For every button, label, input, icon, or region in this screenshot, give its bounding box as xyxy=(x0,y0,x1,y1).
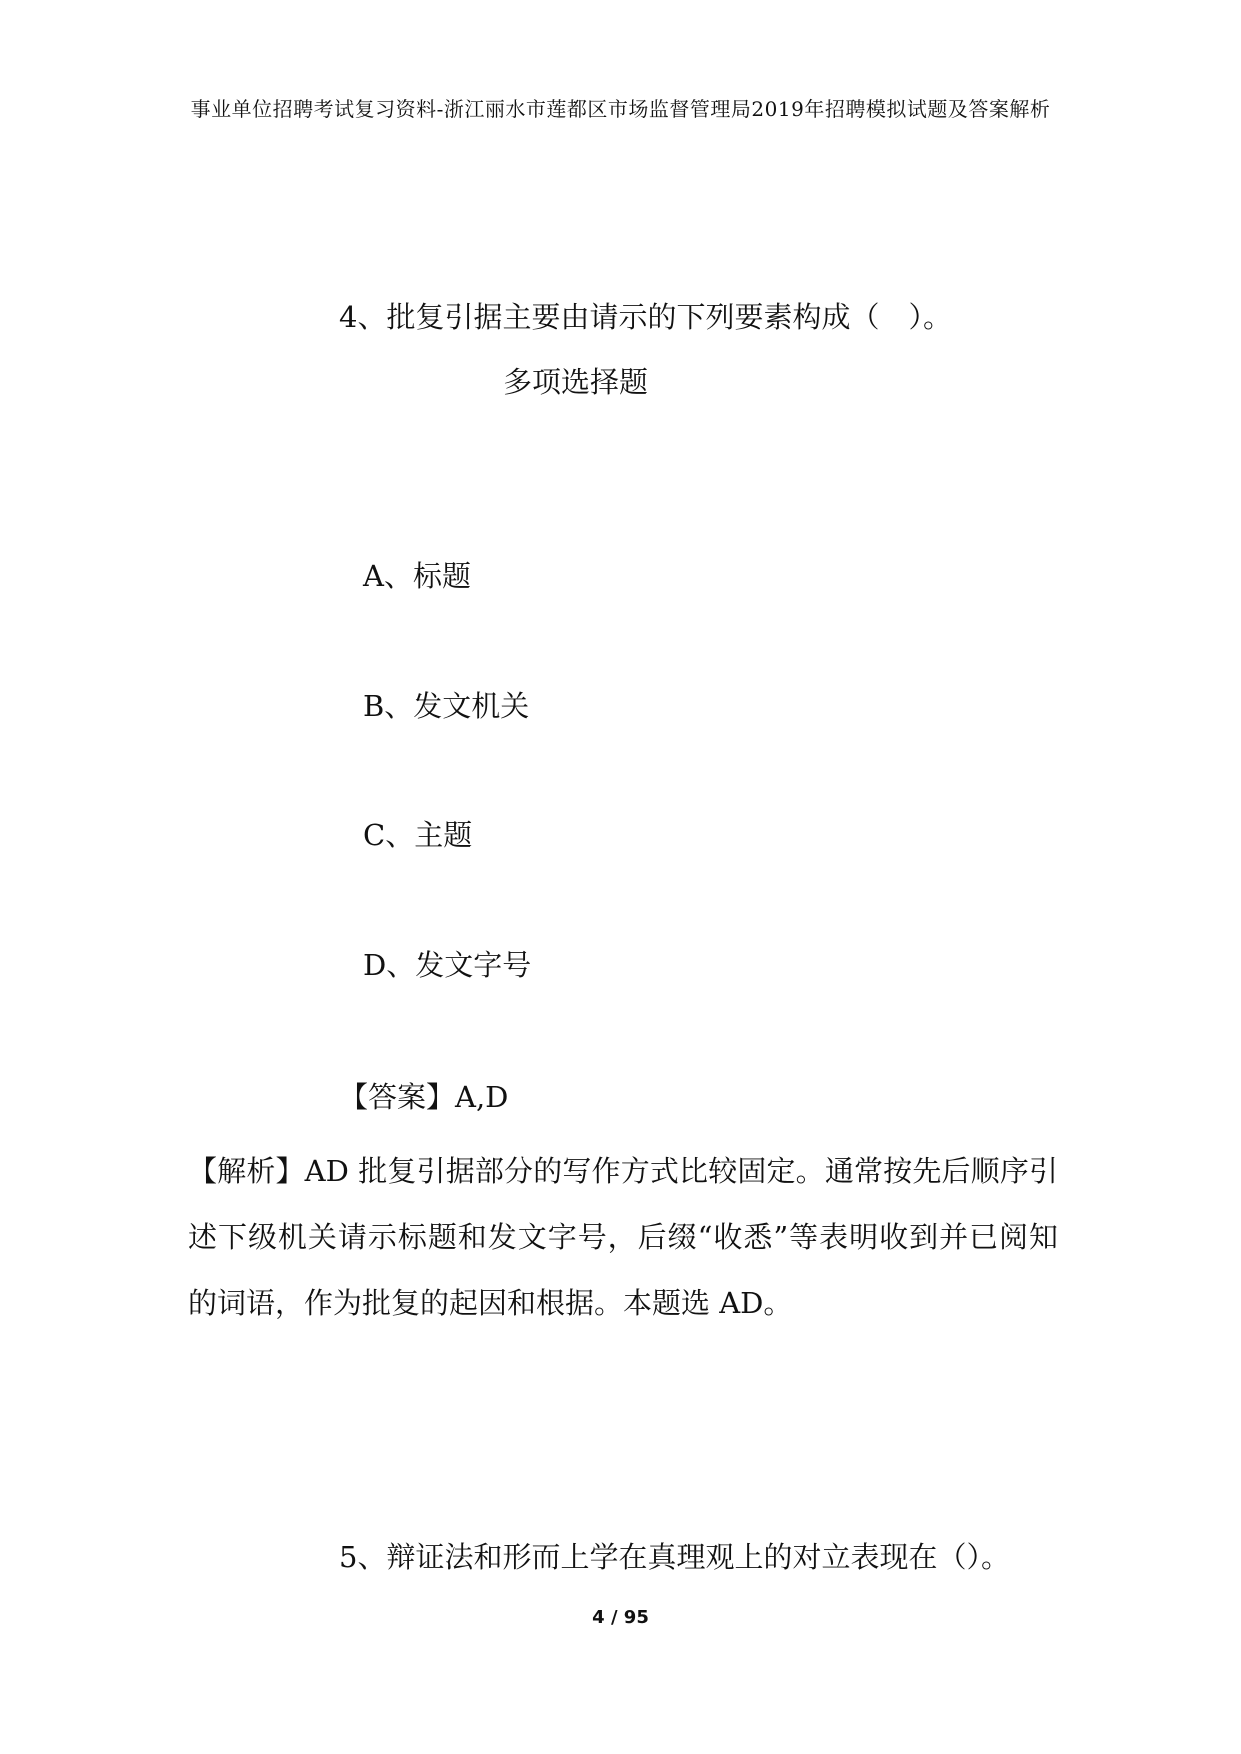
question-4-title: 4、批复引据主要由请示的下列要素构成（ ）。 xyxy=(339,300,952,334)
option-a: A、标题 xyxy=(363,559,471,593)
option-b: B、发文机关 xyxy=(363,689,530,723)
question-5-title: 5、辩证法和形而上学在真理观上的对立表现在（）。 xyxy=(339,1540,1010,1574)
page-header-title: 事业单位招聘考试复习资料-浙江丽水市莲都区市场监督管理局2019年招聘模拟试题及答案解析 xyxy=(190,97,1051,121)
analysis-paragraph: 【解析】AD 批复引据部分的写作方式比较固定。通常按先后顺序引述下级机关请示标题和发文字号，后缀“收悉”等表明收到并已阅知的词语，作为批复的起因和根据。本题选 AD。 xyxy=(188,1154,1058,1320)
page-number: 4 / 95 xyxy=(592,1607,649,1628)
answer-line: 【答案】A,D xyxy=(339,1080,509,1114)
option-c: C、主题 xyxy=(363,818,473,852)
option-d: D、发文字号 xyxy=(363,948,532,982)
question-4-type: 多项选择题 xyxy=(503,365,649,399)
